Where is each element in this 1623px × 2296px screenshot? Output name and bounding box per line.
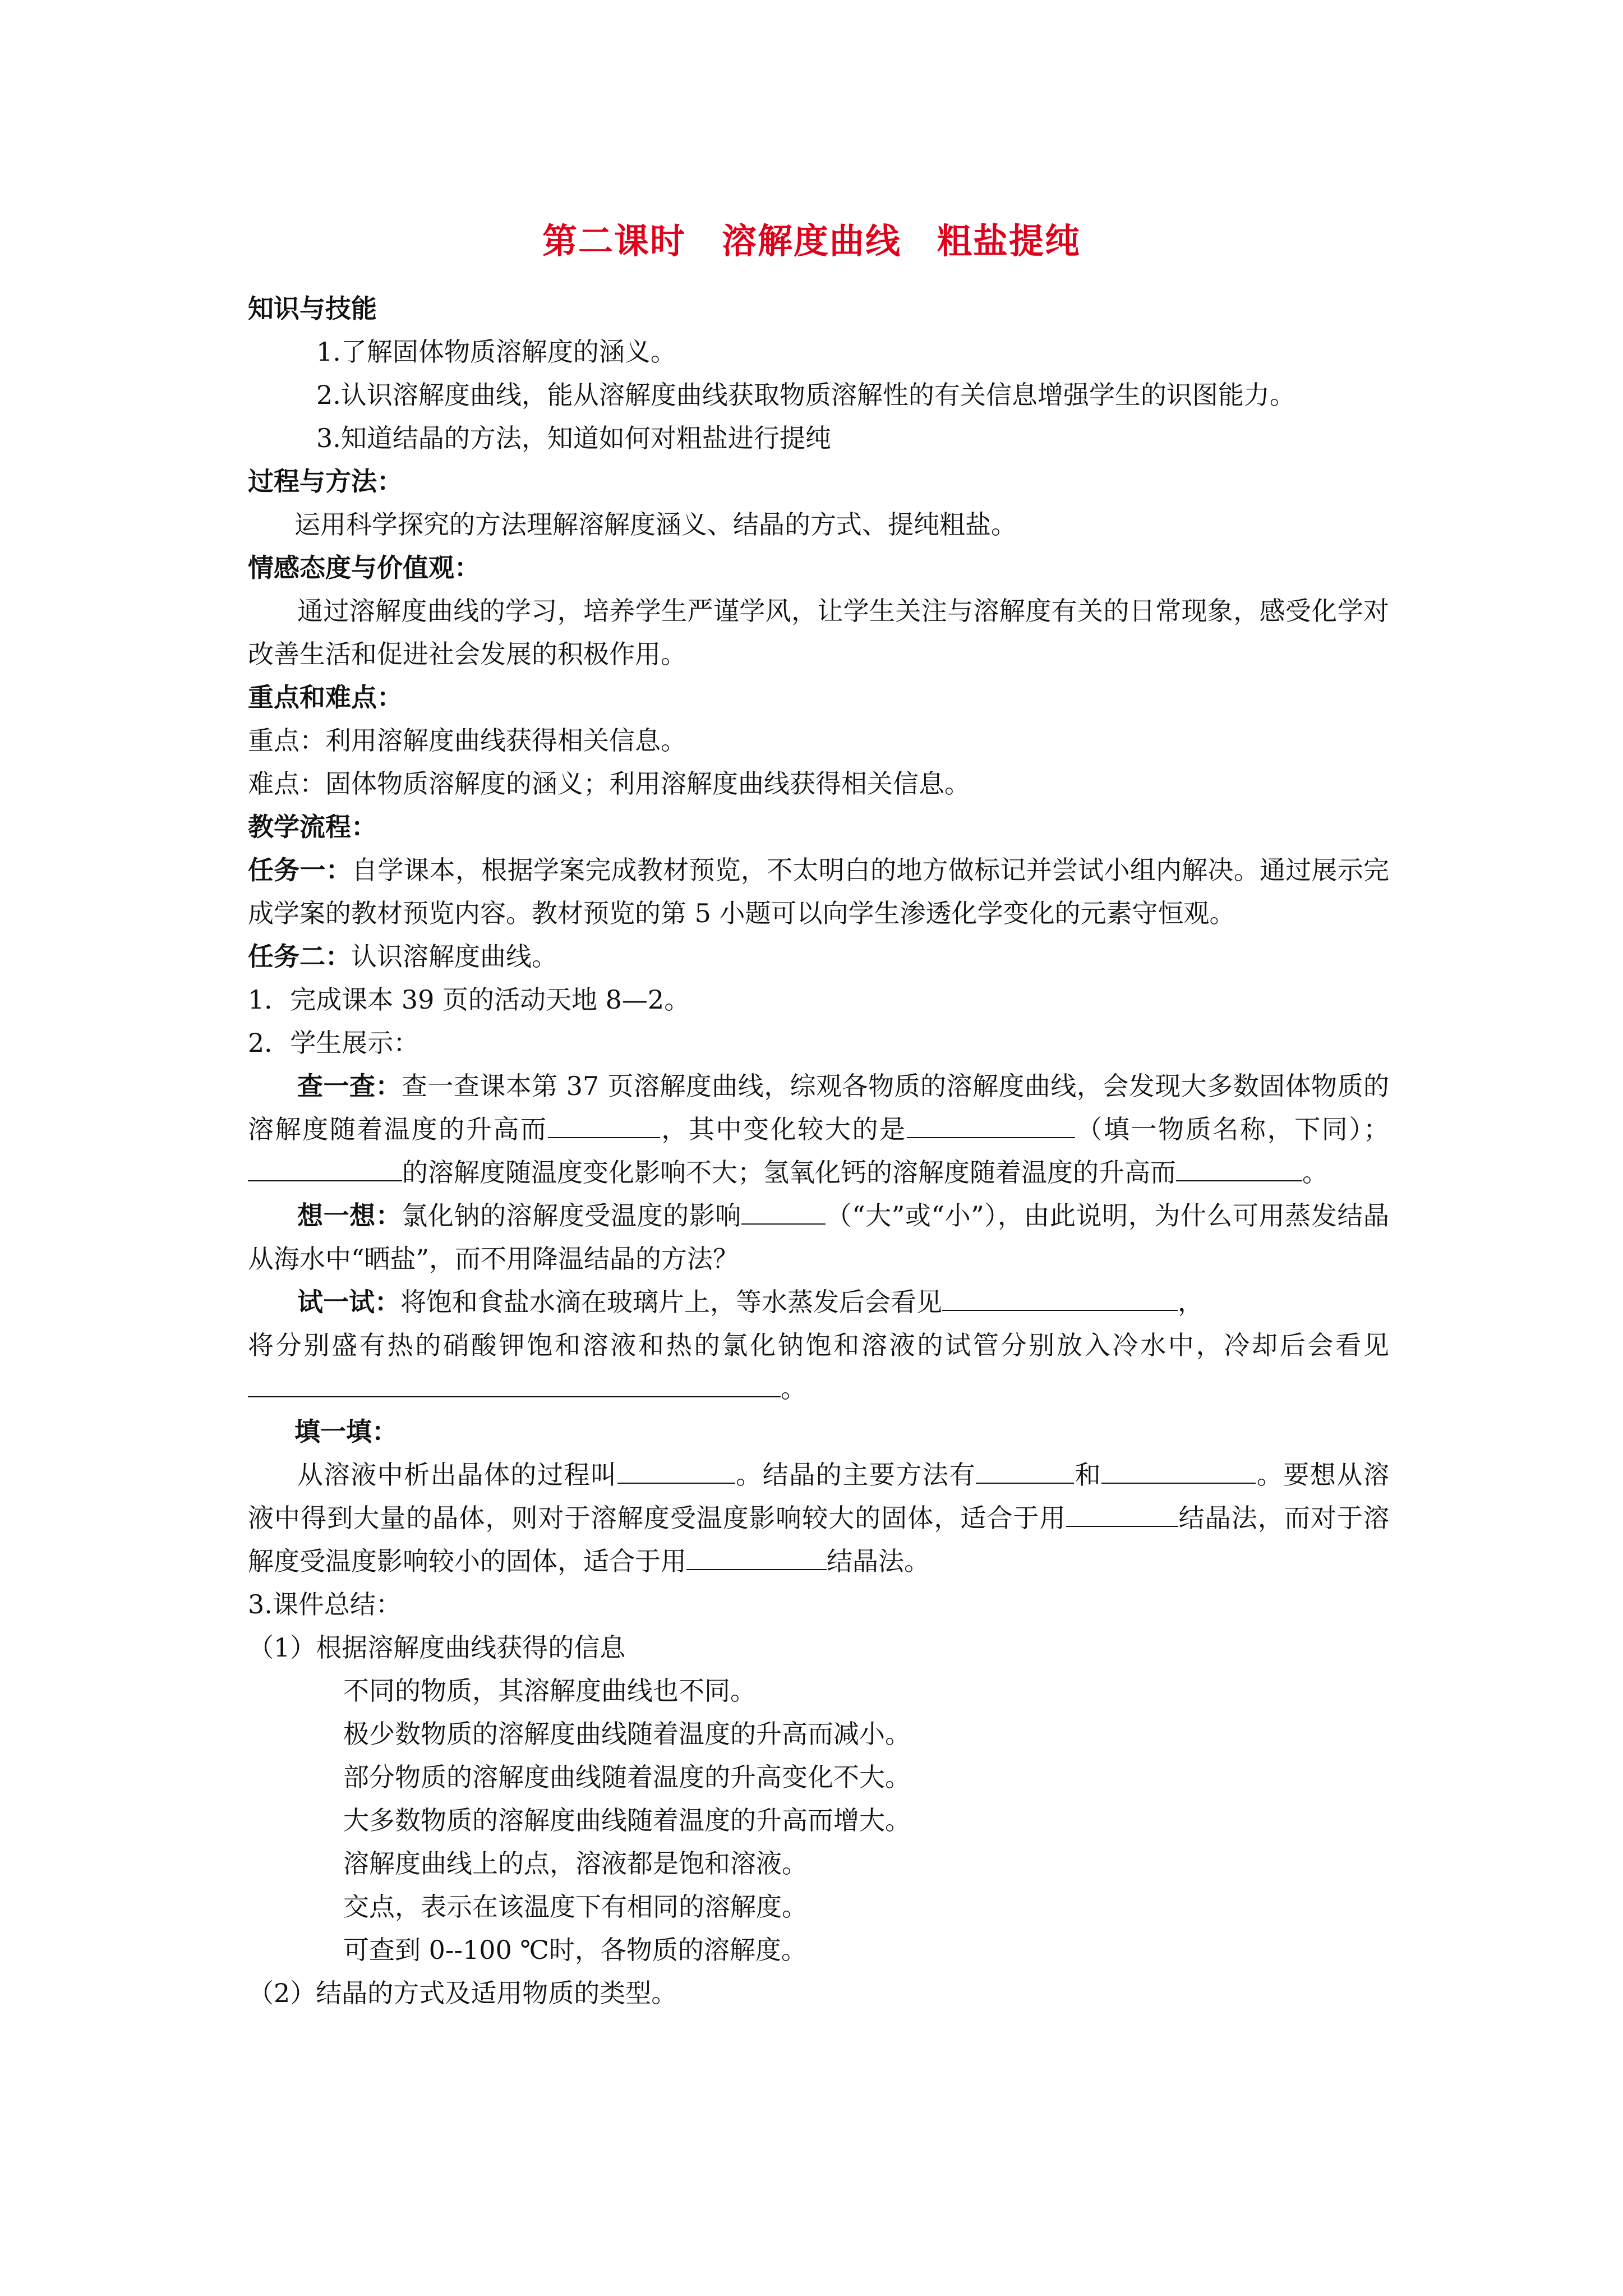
answer-blank[interactable] <box>1176 1160 1302 1181</box>
task-one-label: 任务一： <box>248 855 352 885</box>
answer-blank[interactable] <box>617 1462 735 1484</box>
summary-point: 极少数物质的溶解度曲线随着温度的升高而减小。 <box>343 1719 911 1749</box>
flow-step-2: 2．学生展示： <box>248 1028 419 1058</box>
summary-sub-2: （2）结晶的方式及适用物质的类型。 <box>248 1978 677 2008</box>
task-two-text: 认识溶解度曲线。 <box>351 941 557 972</box>
answer-blank[interactable] <box>907 1117 1075 1138</box>
task-two <box>248 935 1389 978</box>
task-two-label: 任务二： <box>248 941 351 972</box>
summary-point: 交点，表示在该温度下有相同的溶解度。 <box>343 1892 808 1922</box>
answer-blank[interactable] <box>976 1462 1074 1484</box>
answer-blank[interactable] <box>248 1160 402 1181</box>
answer-blank[interactable] <box>1066 1506 1178 1527</box>
summary-point: 可查到 0--100 ℃时，各物质的溶解度。 <box>343 1935 807 1965</box>
section-heading-skills: 知识与技能 <box>248 293 377 324</box>
summary-point: 部分物质的溶解度曲线随着温度的升高变化不大。 <box>343 1762 911 1792</box>
key-focus: 重点：利用溶解度曲线获得相关信息。 <box>248 725 686 756</box>
think-paragraph: 想一想：氯化钠的溶解度受温度的影响 （“大”或“小”），由此说明，为什么可用蒸发结晶从海水中“晒盐”，而不用降温结晶的方法？ <box>248 1200 1390 1274</box>
section-heading-flow: 教学流程： <box>248 812 377 842</box>
answer-blank[interactable] <box>741 1203 826 1225</box>
skills-item: 3.知道结晶的方法，知道如何对粗盐进行提纯 <box>316 423 831 453</box>
answer-blank[interactable] <box>248 1376 781 1397</box>
summary-point: 不同的物质，其溶解度曲线也不同。 <box>343 1676 756 1706</box>
section-heading-key: 重点和难点： <box>248 682 403 712</box>
page-title: 第二课时 溶解度曲线 粗盐提纯 <box>542 220 1081 261</box>
summary-point: 大多数物质的溶解度曲线随着温度的升高而增大。 <box>343 1805 911 1835</box>
skills-item: 1.了解固体物质溶解度的涵义。 <box>316 337 676 367</box>
flow-step-1: 1．完成课本 39 页的活动天地 8—2。 <box>248 984 690 1015</box>
check-label: 查一查： <box>297 1071 402 1101</box>
task-one-text: 自学课本，根据学案完成教材预览，不太明白的地方做标记并尝试小组内解决。通过展示完成学案的教材预览内容。教材预览的第 5 小题可以向学生渗透化学变化的元素守恒观。 <box>248 855 1390 928</box>
summary-sub-1: （1）根据溶解度曲线获得的信息 <box>248 1632 626 1663</box>
skills-item: 2.认识溶解度曲线，能从溶解度曲线获取物质溶解性的有关信息增强学生的识图能力。 <box>316 380 1295 410</box>
summary-heading: 3.课件总结： <box>248 1589 402 1619</box>
fill-label: 填一填： <box>294 1416 398 1447</box>
check-paragraph: 查一查：查一查课本第 37 页溶解度曲线，综观各物质的溶解度曲线，会发现大多数固体物质的溶解度随着温度的升高而 ，其中变化较大的是 （填一物质名称，下同）；的溶解度随温度变化影响不大；氢氧化钙的溶解度随着温度的升高而 。 <box>248 1071 1390 1188</box>
answer-blank[interactable] <box>686 1549 827 1570</box>
try-paragraph: 试一试：将饱和食盐水滴在玻璃片上，等水蒸发后会看见 ， 将分别盛有热的硝酸钾饱和溶液和热的氯化钠饱和溶液的试管分别放入冷水中，冷却后会看见。 <box>248 1287 1389 1404</box>
summary-point: 溶解度曲线上的点，溶液都是饱和溶液。 <box>343 1848 808 1879</box>
try-label: 试一试： <box>297 1287 400 1317</box>
fill-paragraph: 从溶液中析出晶体的过程叫 。结晶的主要方法有 和 。要想从溶液中得到大量的晶体，则对于溶解度受温度影响较大的固体，适合于用 结晶法，而对于溶解度受温度影响较小的固体，适合于用 结晶法。 <box>248 1460 1390 1576</box>
task-one <box>248 849 1389 935</box>
key-difficulty: 难点：固体物质溶解度的涵义；利用溶解度曲线获得相关信息。 <box>248 769 970 799</box>
document-body <box>248 287 1389 2015</box>
answer-blank[interactable] <box>548 1117 660 1138</box>
think-label: 想一想： <box>297 1200 402 1231</box>
answer-blank[interactable] <box>1101 1462 1256 1484</box>
process-text: 运用科学探究的方法理解溶解度涵义、结晶的方式、提纯粗盐。 <box>294 509 1017 540</box>
section-heading-emotion: 情感态度与价值观： <box>248 553 480 583</box>
emotion-text: 通过溶解度曲线的学习，培养学生严谨学风，让学生关注与溶解度有关的日常现象，感受化学对改善生活和促进社会发展的积极作用。 <box>248 596 1389 669</box>
answer-blank[interactable] <box>942 1290 1178 1311</box>
section-heading-process: 过程与方法： <box>248 466 403 496</box>
